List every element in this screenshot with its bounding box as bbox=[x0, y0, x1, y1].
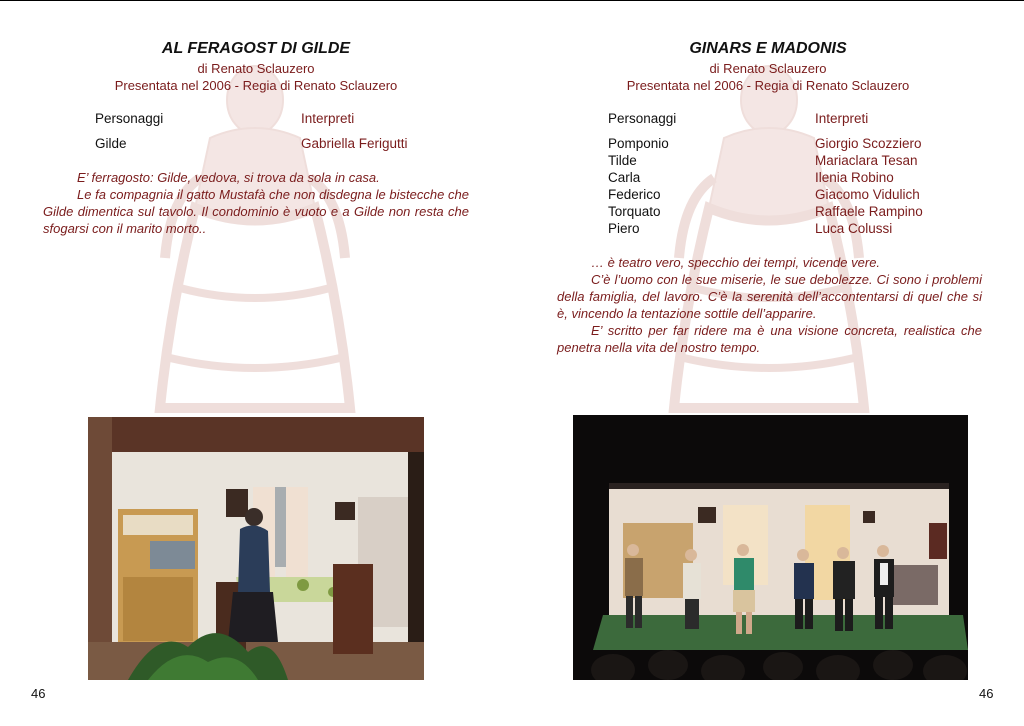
synopsis-paragraph: E’ scritto per far ridere ma è una visione concreta, realistica che penetra nella vita del nostro tempo. bbox=[557, 323, 982, 355]
cast-actor: Luca Colussi bbox=[815, 221, 893, 236]
cast-table bbox=[608, 111, 988, 241]
synopsis bbox=[43, 169, 469, 237]
cast-header-actor: Interpreti bbox=[815, 111, 869, 126]
cast-header-actor: Interpreti bbox=[301, 111, 355, 126]
synopsis bbox=[557, 254, 982, 356]
cast-actor: Raffaele Rampino bbox=[815, 204, 923, 219]
synopsis-paragraph: C’è l’uomo con le sue miserie, le sue debolezze. Ci sono i problemi della famiglia, del lavoro. C’è la serenità dell’accontentarsi di quel che si è, vincendo la tentazione sottile dell’apparire. bbox=[557, 272, 982, 321]
author-line: di Renato Sclauzero bbox=[197, 61, 315, 76]
cast-actor: Mariaclara Tesan bbox=[815, 153, 918, 168]
cast-role: Gilde bbox=[95, 136, 127, 151]
synopsis-paragraph: … è teatro vero, specchio dei tempi, vicende vere. bbox=[591, 255, 881, 270]
author-line: di Renato Sclauzero bbox=[709, 61, 827, 76]
synopsis-paragraph: Le fa compagnia il gatto Mustafà che non disdegna le bistecche che Gilde dimentica sul tavolo. Il condominio è vuoto e a Gilde non resta che sfogarsi con il marito morto.. bbox=[43, 187, 469, 236]
cast-header-role: Personaggi bbox=[95, 111, 164, 126]
cast-role: Carla bbox=[608, 170, 641, 185]
presented-line: Presentata nel 2006 - Regia di Renato Sclauzero bbox=[114, 78, 398, 93]
cast-header-role: Personaggi bbox=[608, 111, 677, 126]
cast-role: Piero bbox=[608, 221, 640, 236]
page-number: 46 bbox=[31, 686, 46, 701]
cast-role: Tilde bbox=[608, 153, 637, 168]
right-page bbox=[512, 0, 1024, 726]
cast-actor: Ilenia Robino bbox=[815, 170, 894, 185]
cast-actor: Gabriella Ferigutti bbox=[301, 136, 408, 151]
page-number: 46 bbox=[979, 686, 994, 701]
play-title: AL FERAGOST DI GILDE bbox=[161, 40, 351, 57]
stage-photo bbox=[573, 415, 968, 680]
cast-role: Torquato bbox=[608, 204, 661, 219]
cast-actor: Giacomo Vidulich bbox=[815, 187, 920, 202]
presented-line: Presentata nel 2006 - Regia di Renato Sclauzero bbox=[626, 78, 910, 93]
stage-photo bbox=[88, 417, 424, 680]
cast-actor: Giorgio Scozziero bbox=[815, 136, 922, 151]
cast-table bbox=[95, 111, 475, 171]
synopsis-paragraph: E’ ferragosto: Gilde, vedova, si trova da sola in casa. bbox=[77, 170, 380, 185]
cast-role: Pomponio bbox=[608, 136, 669, 151]
cast-role: Federico bbox=[608, 187, 661, 202]
play-title: GINARS E MADONIS bbox=[689, 40, 847, 57]
